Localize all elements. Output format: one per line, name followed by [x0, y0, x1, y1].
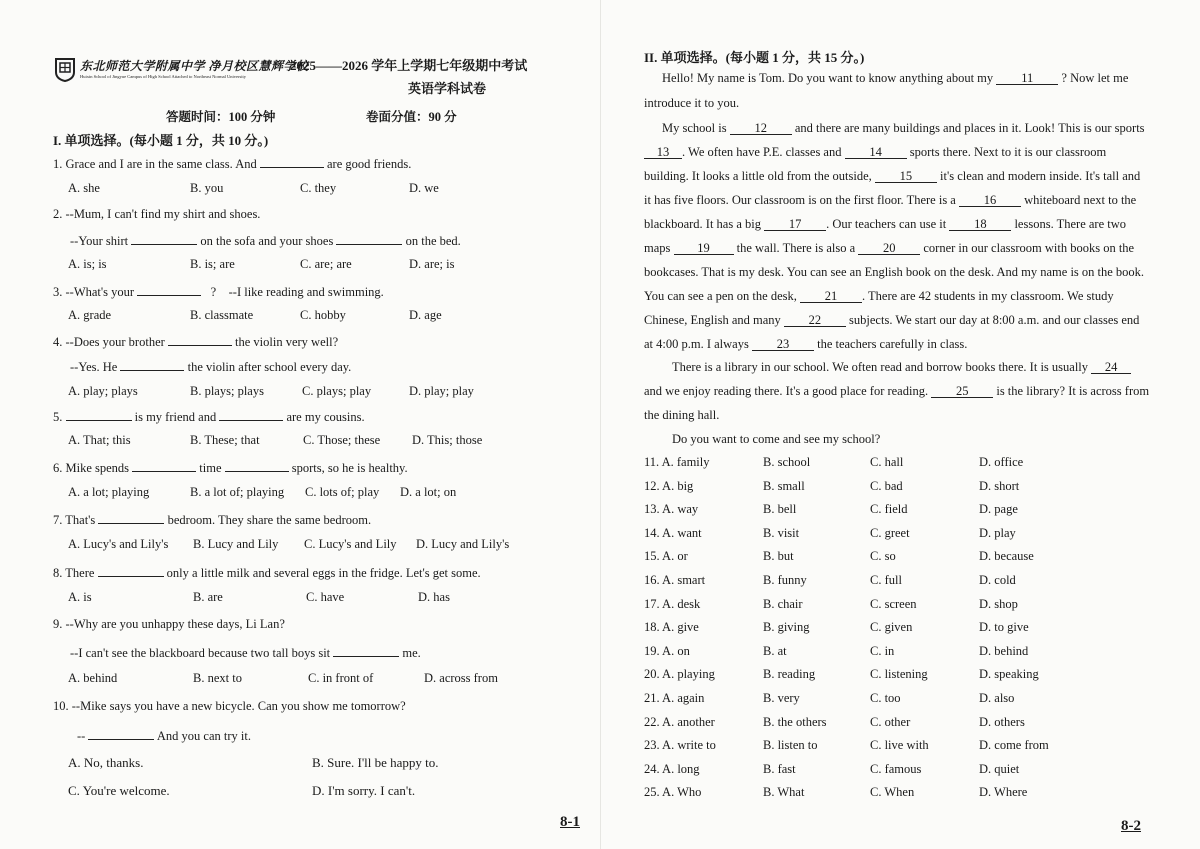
q5-option-d[interactable]: D. This; those — [412, 433, 483, 447]
passage-line: it has five floors. Our classroom is on the first floor. There is a 16 whiteboard next to the — [644, 193, 1137, 207]
q25-option-a[interactable]: 25. A. Who — [644, 785, 702, 800]
section-1-heading: I. 单项选择。(每小题 1 分，共 10 分。) — [53, 133, 269, 148]
passage-line: at 4:00 p.m. I always 23 the teachers carefully in class. — [644, 337, 968, 351]
q2-option-d[interactable]: D. are; is — [409, 257, 455, 271]
q14-option-a[interactable]: 14. A. want — [644, 525, 702, 540]
question-4-reply: --Yes. He the violin after school every day. — [70, 360, 352, 374]
q6-option-a[interactable]: A. a lot; playing — [68, 485, 150, 499]
q6-option-b[interactable]: B. a lot of; playing — [190, 485, 285, 499]
q21-option-c[interactable]: C. too — [870, 691, 901, 705]
answer-blank[interactable] — [168, 333, 232, 346]
q2-option-c[interactable]: C. are; are — [300, 257, 352, 271]
q12-option-c[interactable]: C. bad — [870, 478, 903, 493]
q24-option-b[interactable]: B. fast — [763, 761, 796, 776]
q10-option-c[interactable]: C. You're welcome. — [68, 783, 170, 798]
q15-option-b[interactable]: B. but — [763, 549, 794, 564]
q22-option-a[interactable]: 22. A. another — [644, 714, 715, 729]
cloze-blank-22[interactable]: 22 — [784, 314, 846, 327]
question-10: 10. --Mike says you have a new bicycle. Can you show me tomorrow? — [53, 699, 406, 713]
passage-line: There is a library in our school. We often read and borrow books there. It is usually 24 — [672, 360, 1131, 375]
q4-option-a[interactable]: A. play; plays — [68, 384, 138, 398]
q16-option-a[interactable]: 16. A. smart — [644, 573, 706, 587]
q5-option-a[interactable]: A. That; this — [68, 433, 131, 447]
q20-option-b[interactable]: B. reading — [763, 667, 816, 682]
q14-option-b[interactable]: B. visit — [763, 525, 800, 540]
q11-option-d[interactable]: D. office — [979, 455, 1024, 469]
q2-option-a[interactable]: A. is; is — [68, 257, 107, 271]
exam-score: 卷面分值：90 分 — [366, 110, 457, 124]
cloze-blank-17[interactable]: 17 — [764, 218, 826, 231]
question-3: 3. --What's your ? --I like reading and swimming. — [53, 285, 384, 299]
passage-line: and we enjoy reading there. It's a good place for reading. 25 is the library? It is across from — [644, 384, 1150, 398]
q8-option-b[interactable]: B. are — [193, 590, 223, 604]
passage-line: introduce it to you. — [644, 96, 740, 110]
q5-option-b[interactable]: B. These; that — [190, 433, 260, 447]
exam-subject: 英语学科试卷 — [408, 81, 487, 96]
q21-option-d[interactable]: D. also — [979, 691, 1015, 705]
passage-line: bookcases. That is my desk. You can see an English book on the desk. And my name is on the book. — [644, 265, 1145, 279]
question-5: 5. is my friend and are my cousins. — [53, 410, 365, 424]
q18-option-c[interactable]: C. given — [870, 620, 913, 635]
q9-option-a[interactable]: A. behind — [68, 671, 118, 685]
answer-blank[interactable] — [333, 644, 399, 657]
answer-blank[interactable] — [336, 232, 402, 245]
q23-option-b[interactable]: B. listen to — [763, 738, 818, 753]
q18-option-d[interactable]: D. to give — [979, 620, 1029, 635]
cloze-blank-16[interactable]: 16 — [959, 194, 1021, 207]
q25-option-b[interactable]: B. What — [763, 785, 805, 800]
answer-blank[interactable] — [219, 408, 283, 421]
question-4: 4. --Does your brother the violin very well? — [53, 335, 339, 349]
q7-option-a[interactable]: A. Lucy's and Lily's — [68, 537, 169, 551]
answer-blank[interactable] — [260, 155, 324, 168]
q22-option-d[interactable]: D. others — [979, 714, 1025, 729]
q19-option-b[interactable]: B. at — [763, 643, 787, 658]
q10-option-b[interactable]: B. Sure. I'll be happy to. — [312, 755, 439, 770]
q19-option-a[interactable]: 19. A. on — [644, 643, 690, 658]
answer-blank[interactable] — [225, 459, 289, 472]
q23-option-a[interactable]: 23. A. write to — [644, 738, 716, 753]
passage-line: the dining hall. — [644, 408, 720, 422]
passage-line: Chinese, English and many 22 subjects. We start our day at 8:00 a.m. and our classes end — [644, 313, 1140, 327]
answer-blank[interactable] — [88, 727, 154, 740]
q24-option-d[interactable]: D. quiet — [979, 761, 1020, 776]
q20-option-d[interactable]: D. speaking — [979, 667, 1039, 682]
q5-option-c[interactable]: C. Those; these — [303, 433, 381, 447]
cloze-blank-13[interactable]: 13 — [644, 146, 682, 159]
q7-option-c[interactable]: C. Lucy's and Lily — [304, 537, 397, 551]
cloze-blank-25[interactable]: 25 — [931, 385, 993, 398]
q20-option-a[interactable]: 20. A. playing — [644, 667, 715, 682]
answer-blank[interactable] — [98, 511, 164, 524]
q18-option-b[interactable]: B. giving — [763, 620, 810, 635]
q9-option-c[interactable]: C. in front of — [308, 671, 374, 685]
q1-option-b[interactable]: B. you — [190, 181, 224, 195]
q8-option-d[interactable]: D. has — [418, 590, 450, 604]
question-10-reply: -- And you can try it. — [77, 729, 251, 743]
q14-option-d[interactable]: D. play — [979, 525, 1016, 540]
answer-blank[interactable] — [66, 408, 132, 421]
passage-line: You can see a pen on the desk, 21 . There are 42 students in my classroom. We study — [644, 289, 1114, 303]
q23-option-d[interactable]: D. come from — [979, 738, 1049, 753]
answer-blank[interactable] — [98, 564, 164, 577]
passage-line: maps 19 the wall. There is also a 20 corner in our classroom with books on the — [644, 241, 1135, 255]
passage-line: My school is 12 and there are many buildings and places in it. Look! This is our sports — [662, 121, 1145, 135]
question-9: 9. --Why are you unhappy these days, Li Lan? — [53, 617, 285, 631]
q17-option-c[interactable]: C. screen — [870, 596, 917, 611]
answer-blank[interactable] — [131, 232, 197, 245]
q1-option-a[interactable]: A. she — [68, 181, 100, 195]
q21-option-b[interactable]: B. very — [763, 691, 800, 705]
cloze-blank-20[interactable]: 20 — [858, 242, 920, 255]
q25-option-c[interactable]: C. When — [870, 785, 915, 800]
cloze-blank-18[interactable]: 18 — [949, 218, 1011, 231]
q24-option-c[interactable]: C. famous — [870, 761, 922, 776]
q11-option-c[interactable]: C. hall — [870, 455, 904, 469]
q10-option-d[interactable]: D. I'm sorry. I can't. — [312, 783, 416, 798]
q13-option-c[interactable]: C. field — [870, 502, 908, 517]
q7-option-d[interactable]: D. Lucy and Lily's — [416, 537, 510, 551]
question-2-reply: --Your shirt on the sofa and your shoes on the bed. — [70, 234, 461, 248]
passage-line: blackboard. It has a big 17 . Our teachers can use it 18 lessons. There are two — [644, 217, 1126, 231]
passage-line: 13 . We often have P.E. classes and 14 sports there. Next to it is our classroom — [644, 145, 1106, 160]
question-1: 1. Grace and I are in the same class. And are good friends. — [53, 157, 412, 171]
q4-option-b[interactable]: B. plays; plays — [190, 384, 264, 398]
cloze-blank-24[interactable]: 24 — [1091, 361, 1131, 374]
q3-option-b[interactable]: B. classmate — [190, 308, 254, 322]
q2-option-b[interactable]: B. is; are — [190, 257, 235, 271]
q22-option-b[interactable]: B. the others — [763, 714, 827, 729]
page-number-left: 8-1 — [560, 814, 580, 830]
cloze-blank-15[interactable]: 15 — [875, 170, 937, 183]
q10-option-a[interactable]: A. No, thanks. — [68, 755, 144, 770]
exam-title: 2025——2026 学年上学期七年级期中考试 — [290, 58, 528, 73]
cloze-blank-23[interactable]: 23 — [752, 338, 814, 351]
q17-option-b[interactable]: B. chair — [763, 596, 803, 611]
q21-option-a[interactable]: 21. A. again — [644, 691, 705, 705]
q6-option-c[interactable]: C. lots of; play — [305, 485, 380, 499]
q17-option-a[interactable]: 17. A. desk — [644, 596, 701, 611]
q9-option-d[interactable]: D. across from — [424, 671, 498, 685]
q25-option-d[interactable]: D. Where — [979, 785, 1028, 800]
q12-option-d[interactable]: D. short — [979, 478, 1020, 493]
q12-option-b[interactable]: B. small — [763, 478, 805, 493]
school-logo-icon — [54, 56, 76, 82]
q20-option-c[interactable]: C. listening — [870, 667, 928, 682]
q1-option-d[interactable]: D. we — [409, 181, 439, 195]
q12-option-a[interactable]: 12. A. big — [644, 478, 694, 493]
q23-option-c[interactable]: C. live with — [870, 738, 929, 753]
q13-option-b[interactable]: B. bell — [763, 502, 797, 517]
section-2-heading: II. 单项选择。(每小题 1 分，共 15 分。) — [644, 50, 865, 65]
question-8: 8. There only a little milk and several eggs in the fridge. Let's get some. — [53, 566, 481, 580]
q19-option-d[interactable]: D. behind — [979, 643, 1029, 658]
exam-time: 答题时间：100 分钟 — [166, 110, 276, 124]
passage-line: building. It looks a little old from the outside, 15 it's clean and modern inside. It's tall and — [644, 169, 1141, 183]
q8-option-c[interactable]: C. have — [306, 590, 345, 604]
q3-option-d[interactable]: D. age — [409, 308, 442, 322]
answer-blank[interactable] — [132, 459, 196, 472]
q16-option-b[interactable]: B. funny — [763, 573, 807, 587]
answer-blank[interactable] — [137, 283, 201, 296]
q4-option-d[interactable]: D. play; play — [409, 384, 474, 398]
q11-option-a[interactable]: 11. A. family — [644, 455, 710, 469]
question-2: 2. --Mum, I can't find my shirt and shoes. — [53, 207, 261, 221]
page-number-right: 8-2 — [1121, 818, 1141, 834]
answer-blank[interactable] — [120, 358, 184, 371]
q11-option-b[interactable]: B. school — [763, 455, 811, 469]
passage-line: Do you want to come and see my school? — [672, 432, 881, 446]
q18-option-a[interactable]: 18. A. give — [644, 620, 699, 635]
q7-option-b[interactable]: B. Lucy and Lily — [193, 537, 279, 551]
q6-option-d[interactable]: D. a lot; on — [400, 485, 457, 499]
q3-option-a[interactable]: A. grade — [68, 308, 112, 322]
cloze-blank-11[interactable]: 11 — [996, 72, 1058, 85]
q15-option-d[interactable]: D. because — [979, 549, 1034, 564]
q17-option-d[interactable]: D. shop — [979, 596, 1018, 611]
q1-option-c[interactable]: C. they — [300, 181, 337, 195]
q15-option-a[interactable]: 15. A. or — [644, 549, 688, 564]
question-7: 7. That's bedroom. They share the same bedroom. — [53, 513, 372, 527]
cloze-blank-14[interactable]: 14 — [845, 146, 907, 159]
passage-line: Hello! My name is Tom. Do you want to know anything about my 11 ? Now let me — [662, 71, 1129, 85]
q22-option-c[interactable]: C. other — [870, 714, 911, 729]
q14-option-c[interactable]: C. greet — [870, 525, 910, 540]
q4-option-c[interactable]: C. plays; play — [302, 384, 372, 398]
q19-option-c[interactable]: C. in — [870, 643, 895, 658]
q24-option-a[interactable]: 24. A. long — [644, 761, 700, 776]
school-name: 东北师范大学附属中学 净月校区慧辉学校 — [80, 59, 309, 73]
q15-option-c[interactable]: C. so — [870, 549, 896, 564]
q13-option-a[interactable]: 13. A. way — [644, 502, 699, 517]
q13-option-d[interactable]: D. page — [979, 502, 1018, 517]
question-9-reply: --I can't see the blackboard because two tall boys sit me. — [70, 646, 421, 660]
q9-option-b[interactable]: B. next to — [193, 671, 242, 685]
cloze-blank-21[interactable]: 21 — [800, 290, 862, 303]
q16-option-d[interactable]: D. cold — [979, 573, 1016, 587]
school-name-english: Huixin School of Jingyue Campus of High School Attached to Northeast Normal University — [80, 74, 246, 79]
cloze-blank-19[interactable]: 19 — [674, 242, 734, 255]
cloze-blank-12[interactable]: 12 — [730, 122, 792, 135]
q16-option-c[interactable]: C. full — [870, 573, 902, 587]
question-6: 6. Mike spends time sports, so he is healthy. — [53, 461, 408, 475]
q3-option-c[interactable]: C. hobby — [300, 308, 346, 322]
q8-option-a[interactable]: A. is — [68, 590, 92, 604]
